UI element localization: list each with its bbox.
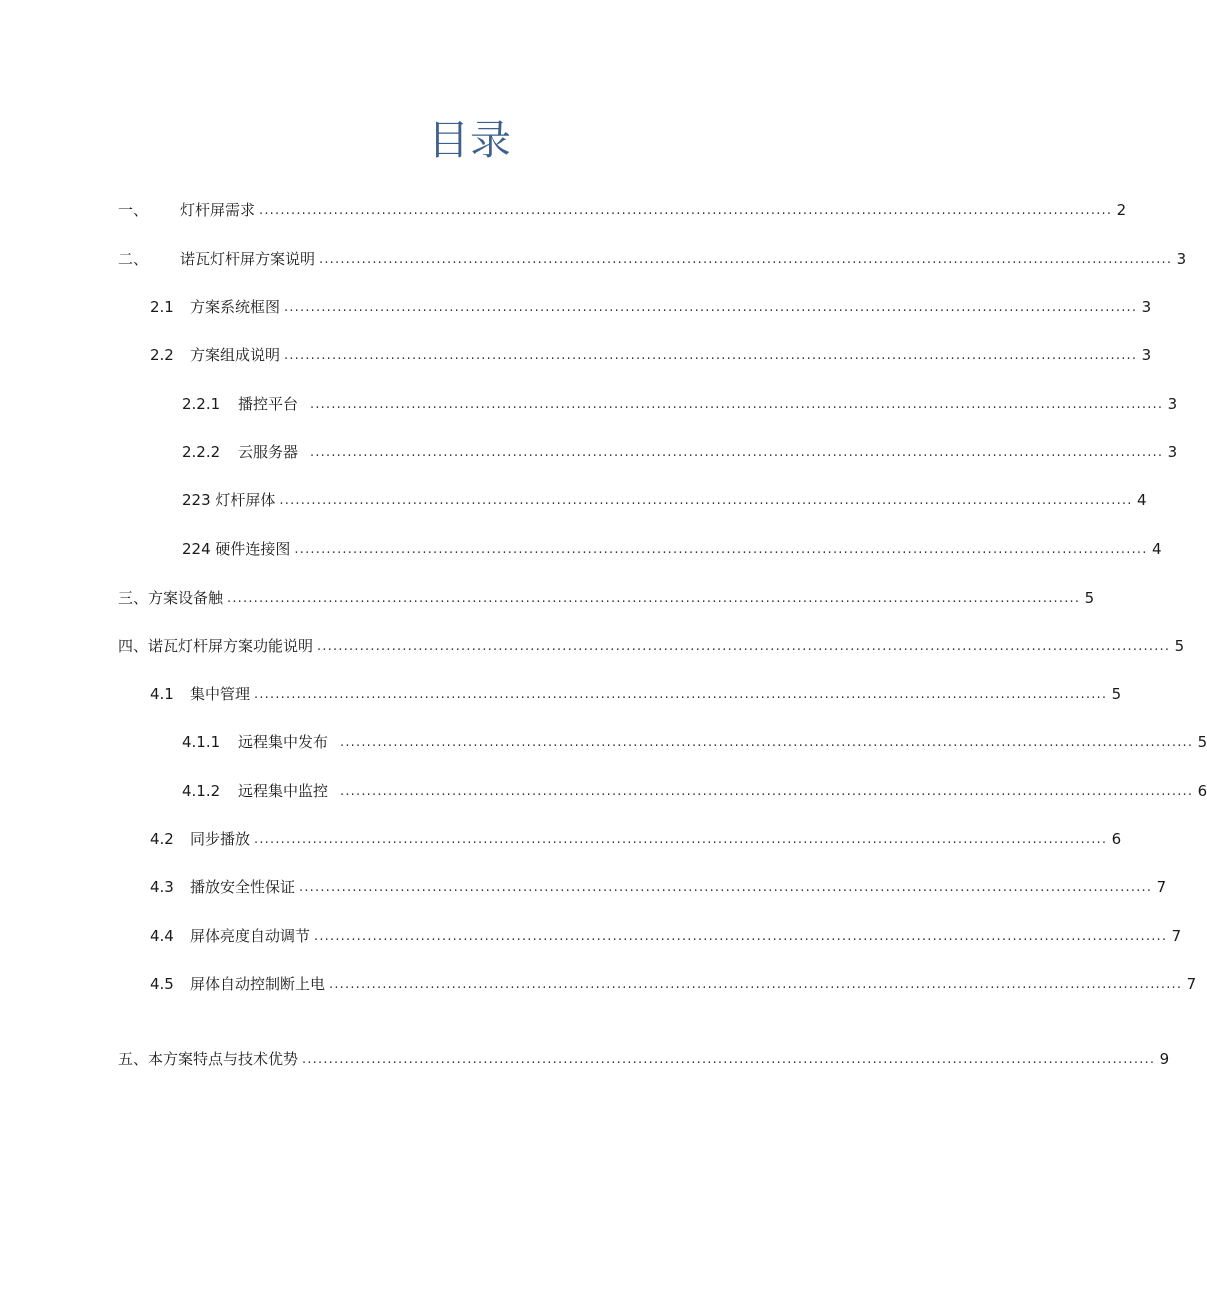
toc-entry-number: 2.2.2 [182, 443, 221, 461]
toc-entry-text: 远程集中发布 [238, 733, 329, 751]
toc-entry-text: 方案系统框图 [190, 298, 281, 316]
toc-dot-leader: ................................................................................................................................................................ [299, 880, 1153, 895]
toc-entry-text: 223 灯杆屏体 [182, 491, 276, 509]
toc-dot-leader: ................................................................................................................................................................ [284, 300, 1138, 315]
toc-entry-text: 224 硬件连接图 [182, 540, 291, 558]
toc-entry-text: 四、诺瓦灯杆屏方案功能说明 [118, 637, 314, 655]
toc-dot-leader: ................................................................................................................................................................ [310, 445, 1164, 460]
toc-dot-leader: ................................................................................................................................................................ [340, 735, 1194, 750]
toc-dot-leader: ................................................................................................................................................................ [254, 687, 1108, 702]
toc-dot-leader: ................................................................................................................................................................ [302, 1052, 1156, 1067]
toc-entry-5[interactable] [118, 1047, 1170, 1071]
toc-dot-leader: ................................................................................................................................................................ [259, 203, 1113, 218]
toc-entry-2-1[interactable] [150, 295, 1152, 319]
toc-entry-number: 4.3 [150, 878, 174, 896]
toc-page-number: 3 [1141, 298, 1152, 316]
toc-entry-number: 4.1.1 [182, 733, 221, 751]
toc-entry-text: 播放安全性保证 [190, 878, 296, 896]
toc-entry-number: 4.4 [150, 927, 174, 945]
toc-entry-4-2[interactable] [150, 827, 1122, 851]
toc-entry-2-2-2[interactable] [182, 440, 1178, 464]
toc-entry-number: 2.2 [150, 346, 174, 364]
toc-page-number: 5 [1197, 733, 1207, 751]
toc-entry-4-1[interactable] [150, 682, 1122, 706]
toc-dot-leader: ................................................................................................................................................................ [227, 591, 1081, 606]
toc-entry-4[interactable] [118, 634, 1185, 658]
toc-entry-text: 灯杆屏需求 [180, 201, 256, 219]
toc-entry-text: 云服务器 [238, 443, 299, 461]
toc-entry-4-5[interactable] [150, 972, 1197, 996]
toc-entry-4-4[interactable] [150, 924, 1182, 948]
toc-dot-leader: ................................................................................................................................................................ [254, 832, 1108, 847]
toc-entry-number: 一、 [118, 201, 149, 219]
toc-entry-text: 方案组成说明 [190, 346, 281, 364]
toc-entry-4-1-2[interactable] [182, 779, 1207, 803]
toc-entry-2[interactable] [118, 247, 1187, 271]
toc-entry-text: 屏体自动控制断上电 [190, 975, 326, 993]
toc-entry-2-2-3[interactable] [182, 488, 1147, 512]
toc-page-number: 3 [1167, 395, 1178, 413]
toc-entry-number: 2.1 [150, 298, 174, 316]
toc-dot-leader: ................................................................................................................................................................ [340, 784, 1194, 799]
toc-entry-text: 同步播放 [190, 830, 251, 848]
toc-page-number: 4 [1137, 491, 1147, 509]
toc-page-number: 6 [1111, 830, 1122, 848]
toc-entry-number: 4.1.2 [182, 782, 221, 800]
toc-page-number: 7 [1171, 927, 1182, 945]
toc-page-number: 5 [1111, 685, 1122, 703]
toc-entry-text: 三、方案设备触 [118, 589, 224, 607]
toc-title: 目录 [428, 116, 512, 164]
toc-page-number: 7 [1156, 878, 1167, 896]
toc-dot-leader: ................................................................................................................................................................ [329, 977, 1183, 992]
toc-page-number: 5 [1174, 637, 1185, 655]
toc-page-number: 4 [1152, 540, 1162, 558]
toc-entry-text: 五、本方案特点与技术优势 [118, 1050, 299, 1068]
toc-entry-3[interactable] [118, 586, 1095, 610]
toc-entry-number: 4.2 [150, 830, 174, 848]
toc-entry-number: 4.1 [150, 685, 174, 703]
toc-entry-text: 诺瓦灯杆屏方案说明 [180, 250, 316, 268]
toc-dot-leader: ................................................................................................................................................................ [317, 639, 1171, 654]
toc-dot-leader: ................................................................................................................................................................ [284, 348, 1138, 363]
toc-page-number: 3 [1176, 250, 1187, 268]
toc-page-number: 7 [1186, 975, 1197, 993]
toc-page-number: 3 [1141, 346, 1152, 364]
toc-page-number: 6 [1197, 782, 1207, 800]
toc-entry-2-2[interactable] [150, 343, 1152, 367]
toc-entry-number: 二、 [118, 250, 149, 268]
toc-entry-4-1-1[interactable] [182, 730, 1207, 754]
toc-entry-number: 2.2.1 [182, 395, 221, 413]
toc-entry-text: 集中管理 [190, 685, 251, 703]
toc-dot-leader: ................................................................................................................................................................ [294, 542, 1148, 557]
toc-entry-text: 远程集中监控 [238, 782, 329, 800]
toc-page-number: 5 [1084, 589, 1095, 607]
toc-dot-leader: ................................................................................................................................................................ [319, 252, 1173, 267]
toc-entry-2-2-1[interactable] [182, 392, 1178, 416]
toc-page-number: 2 [1116, 201, 1127, 219]
toc-page-number: 3 [1167, 443, 1178, 461]
toc-entry-1[interactable] [118, 198, 1127, 222]
toc-entry-text: 播控平台 [238, 395, 299, 413]
toc-dot-leader: ................................................................................................................................................................ [310, 397, 1164, 412]
toc-dot-leader: ................................................................................................................................................................ [314, 929, 1168, 944]
toc-entry-4-3[interactable] [150, 875, 1167, 899]
toc-entry-number: 4.5 [150, 975, 174, 993]
toc-entry-2-2-4[interactable] [182, 537, 1162, 561]
toc-page-number: 9 [1159, 1050, 1170, 1068]
toc-dot-leader: ................................................................................................................................................................ [279, 493, 1133, 508]
toc-entry-text: 屏体亮度自动调节 [190, 927, 311, 945]
